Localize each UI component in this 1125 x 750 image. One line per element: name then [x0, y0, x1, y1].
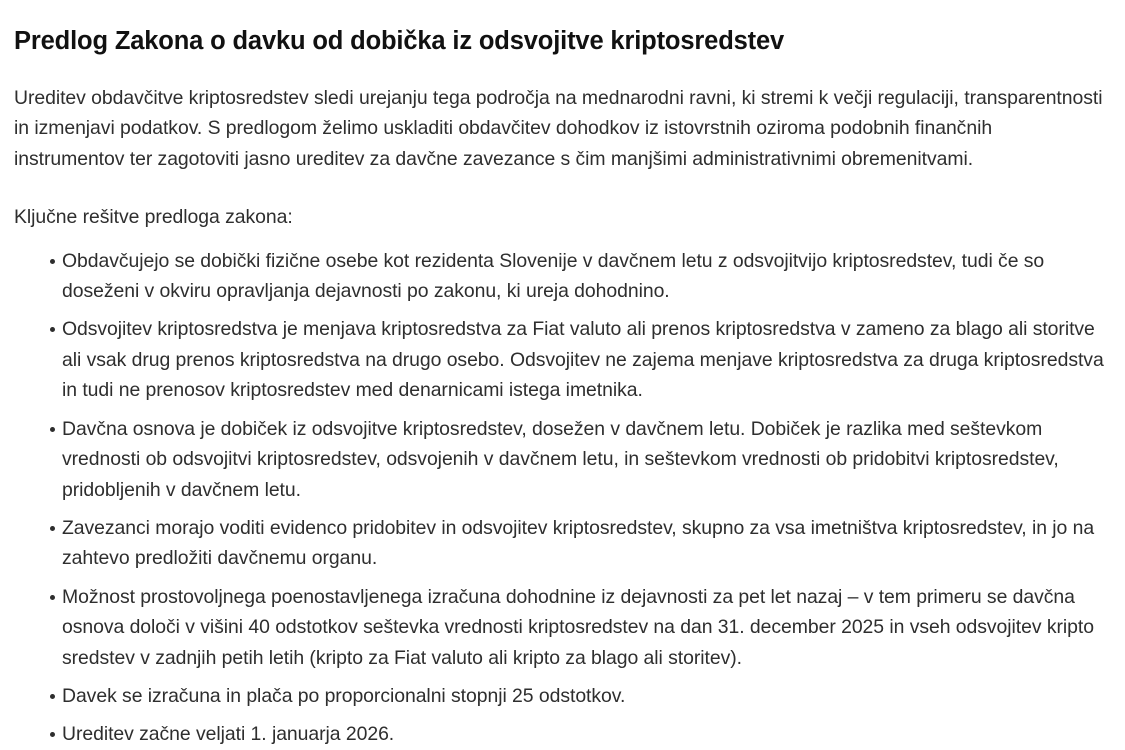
page-title: Predlog Zakona o davku od dobička iz odsvojitve kriptosredstev: [14, 27, 785, 55]
list-item: [14, 314, 1107, 406]
list-item: [14, 513, 1107, 574]
list-item: [14, 719, 1107, 750]
intro-paragraph: Ureditev obdavčitve kriptosredstev sledi urejanju tega področja na mednarodni ravni, ki stremi k večji regulaciji, transparentnosti in izmenjavi podatkov. S predlogom želimo uskladiti obdavčitev dohodkov iz istovrstnih oziroma podobnih finančnih instrumentov ter zagotoviti jasno ureditev za davčne zavezance s čim manjšimi administrativnimi obremenitvami.: [14, 86, 1103, 170]
list-item-text: Zavezanci morajo voditi evidenco pridobitev in odsvojitev kriptosredstev, skupno za vsa imetništva kriptosredstev, in jo na zahtevo predložiti davčnemu organu.: [62, 516, 1095, 570]
list-item: [14, 681, 1107, 712]
list-item-text: Davek se izračuna in plača po proporcionalni stopnji 25 odstotkov.: [62, 684, 626, 707]
key-points-list: [14, 246, 1107, 750]
list-item-text: Možnost prostovoljnega poenostavljenega izračuna dohodnine iz dejavnosti za pet let nazaj – v tem primeru se davčna osnova določi v višini 40 odstotkov seštevka vrednosti kriptosredstev na dan 31. december 2025 in vseh odsvojitev kripto sredstev v zadnjih petih letih (kripto za Fiat valuto ali kripto za blago ali storitev).: [62, 585, 1094, 669]
list-item-text: Obdavčujejo se dobički fizične osebe kot rezidenta Slovenije v davčnem letu z odsvojitvijo kriptosredstev, tudi če so doseženi v okviru opravljanja dejavnosti po zakonu, ki ureja dohodnino.: [62, 249, 1045, 303]
list-item-text: Odsvojitev kriptosredstva je menjava kriptosredstva za Fiat valuto ali prenos kriptosredstva v zameno za blago ali storitve ali vsak drug prenos kriptosredstva na drugo osebo. Odsvojitev ne zajema menjave kriptosredstva za druga kriptosredstva in tudi ne prenosov kriptosredstev med denarnicami istega imetnika.: [62, 318, 1104, 402]
list-item: [14, 414, 1107, 506]
key-points-lead-in: Ključne rešitve predloga zakona:: [14, 206, 293, 229]
list-item-text: Ureditev začne veljati 1. januarja 2026.: [62, 722, 395, 745]
list-item: [14, 246, 1107, 307]
list-item: [14, 582, 1107, 674]
list-item-text: Davčna osnova je dobiček iz odsvojitve kriptosredstev, dosežen v davčnem letu. Dobiček je razlika med seštevkom vrednosti ob odsvojitvi kriptosredstev, odsvojenih v davčnem letu, in seštevkom vrednosti ob pridobitvi kriptosredstev, pridobljenih v davčnem letu.: [62, 417, 1059, 501]
